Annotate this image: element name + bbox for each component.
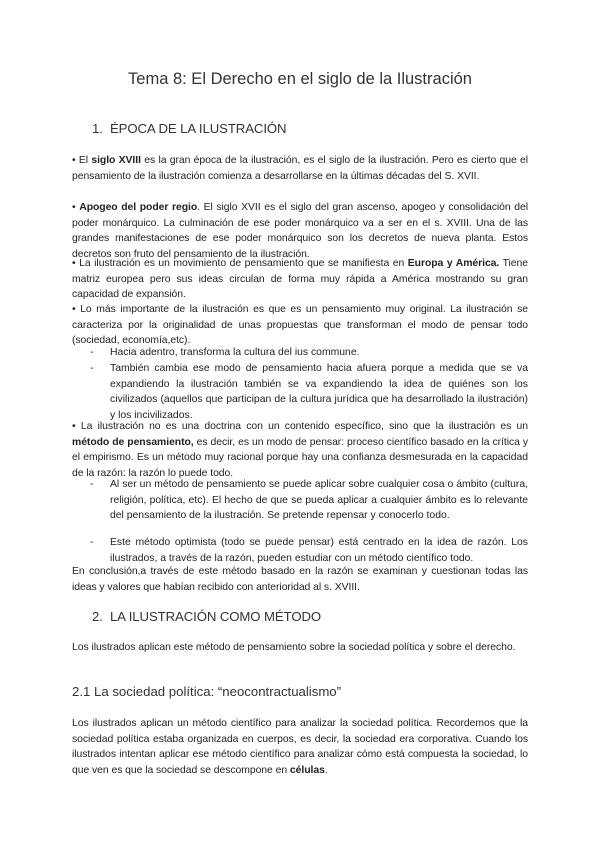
dash-marker: - xyxy=(90,479,94,490)
dash-item-hacia-afuera: - También cambia ese modo de pensamiento hacia afuera porque a medida que se va expandiendo la ilustración también se va expandiendo la idea de quiénes son los civilizados (aquellos que participan de la cultura jurídica que ha desarrollado la ilustración) y los incivilizados. xyxy=(90,363,528,421)
dash-item-hacia-adentro: - Hacia adentro, transforma la cultura del ius commune. xyxy=(90,345,528,361)
subsection-heading: 2.1 La sociedad política: “neocontractualismo” xyxy=(72,684,342,699)
paragraph-apogeo: • Apogeo del poder regio. El siglo XVII es el siglo del gran ascenso, apogeo y consolidación del poder monárquico. La culminación de ese poder monárquico va a ser en el s. XVIII. Una de las grandes manifestaciones de ese poder monárquico son los decretos de nueva planta. Estos decretos son fruto del pensamiento de la ilustración. xyxy=(72,202,528,260)
section-1-heading xyxy=(92,121,286,136)
section-2-heading xyxy=(92,609,321,624)
paragraph-originalidad: • Lo más importante de la ilustración es que es un pensamiento muy original. La ilustración se caracteriza por la originalidad de unas propuestas que transforman el modo de pensar todo (sociedad, economía,etc). xyxy=(72,304,528,347)
section-2-number: 2. xyxy=(92,609,103,624)
dash-item-aplicar: - Al ser un método de pensamiento se puede aplicar sobre cualquier cosa o ámbito (cultura, religión, política, etc). El hecho de que se pueda aplicar a cualquier ámbito es lo relevante del pensamiento de la ilustración. Se pretende repensar y conocerlo todo. xyxy=(90,479,528,522)
dash-item-optimista: - Este método optimista (todo se puede pensar) está centrado en la idea de razón. Los ilustrados, a través de la razón, pueden estudiar con un método científico todo. xyxy=(90,537,528,564)
paragraph-europa-america: • La ilustración es un movimiento de pensamiento que se manifiesta en Europa y América. Tiene matriz europea pero sus ideas circulan de forma muy rápida a América mostrando su gran capacidad de expansión. xyxy=(72,258,528,301)
emphasis-apogeo: Apogeo del poder regio xyxy=(79,202,198,213)
paragraph-sociedad-politica: Los ilustrados aplican un método científico para analizar la sociedad política. Recordemos que la sociedad política estaba organizada en cuerpos, es decir, la sociedad era corporativa. Cuando los ilustrados intentan aplicar ese método científico para analizar cómo está compuesta la sociedad, lo que ven es que la sociedad se descompone en células. xyxy=(72,718,528,776)
page-title: Tema 8: El Derecho en el siglo de la Ilustración xyxy=(128,70,472,88)
paragraph-ilustrados-aplican: Los ilustrados aplican este método de pensamiento sobre la sociedad política y sobre el derecho. xyxy=(72,642,516,653)
dash-marker: - xyxy=(90,347,94,358)
emphasis-celulas: células xyxy=(289,764,325,776)
paragraph-conclusion: En conclusión,a través de este método basado en la razón se examinan y cuestionan todas las ideas y valores que habían recibido con anterioridad al s. XVIII. xyxy=(72,566,528,593)
dash-marker: - xyxy=(90,363,94,374)
emphasis-metodo: método de pensamiento, xyxy=(72,436,194,448)
emphasis-europa-america: Europa y América. xyxy=(407,258,500,269)
section-1-title: ÉPOCA DE LA ILUSTRACIÓN xyxy=(109,121,287,136)
section-2-title: LA ILUSTRACIÓN COMO MÉTODO xyxy=(109,609,322,624)
section-1-number: 1. xyxy=(92,121,103,136)
paragraph-metodo: • La ilustración no es una doctrina con un contenido específico, sino que la ilustración es un método de pensamiento, es decir, es un modo de pensar: proceso científico basado en la crítica y el empirismo. Es un método muy racional porque hay una confianza desmesurada en la capacidad de la razón: la razón lo puede todo. xyxy=(72,421,528,479)
paragraph-siglo-xviii: • El siglo XVIII es la gran época de la ilustración, es el siglo de la ilustración. Pero es cierto que el pensamiento de la ilustración comienza a desarrollarse en la últimas décadas del S. XVII. xyxy=(72,155,528,182)
emphasis-siglo-xviii: siglo XVIII xyxy=(91,155,141,166)
dash-marker: - xyxy=(90,537,94,548)
